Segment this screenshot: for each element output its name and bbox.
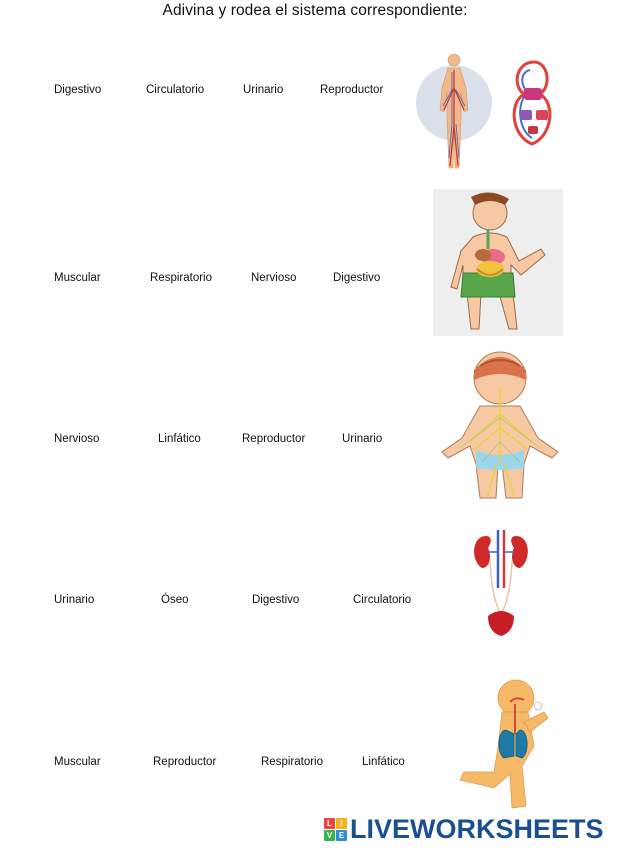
option-reproductor[interactable]: Reproductor [320, 84, 384, 96]
logo-text: LIVEWORKSHEETS [350, 814, 604, 844]
option-oseo[interactable]: Óseo [161, 594, 189, 606]
option-circulatorio[interactable]: Circulatorio [353, 594, 412, 606]
logo-tile-v: V [324, 830, 335, 841]
logo-tile-l: L [324, 818, 335, 829]
logo-tile-i: I [336, 818, 347, 829]
option-respiratorio[interactable]: Respiratorio [150, 272, 212, 284]
circulatory-system-icon [412, 48, 562, 176]
logo-tile-e: E [336, 830, 347, 841]
option-reproductor[interactable]: Reproductor [153, 756, 217, 768]
liveworksheets-logo [322, 814, 622, 846]
nervous-system-icon [440, 348, 562, 508]
page-title: Adivina y rodea el sistema correspondiente: [162, 2, 468, 19]
option-linfatico[interactable]: Linfático [362, 756, 405, 768]
option-digestivo[interactable]: Digestivo [333, 272, 381, 284]
option-nervioso[interactable]: Nervioso [54, 433, 100, 445]
option-linfatico[interactable]: Linfático [158, 433, 201, 445]
option-urinario[interactable]: Urinario [342, 433, 383, 445]
question-row-4 [0, 594, 630, 614]
option-respiratorio[interactable]: Respiratorio [261, 756, 323, 768]
option-reproductor[interactable]: Reproductor [242, 433, 306, 445]
option-digestivo[interactable]: Digestivo [54, 84, 102, 96]
option-muscular[interactable]: Muscular [54, 756, 101, 768]
urinary-system-icon [468, 528, 534, 640]
option-urinario[interactable]: Urinario [54, 594, 95, 606]
option-muscular[interactable]: Muscular [54, 272, 101, 284]
respiratory-system-icon [450, 676, 560, 814]
option-digestivo[interactable]: Digestivo [252, 594, 300, 606]
option-urinario[interactable]: Urinario [243, 84, 284, 96]
option-nervioso[interactable]: Nervioso [251, 272, 297, 284]
option-circulatorio[interactable]: Circulatorio [146, 84, 205, 96]
digestive-system-icon [433, 189, 563, 336]
